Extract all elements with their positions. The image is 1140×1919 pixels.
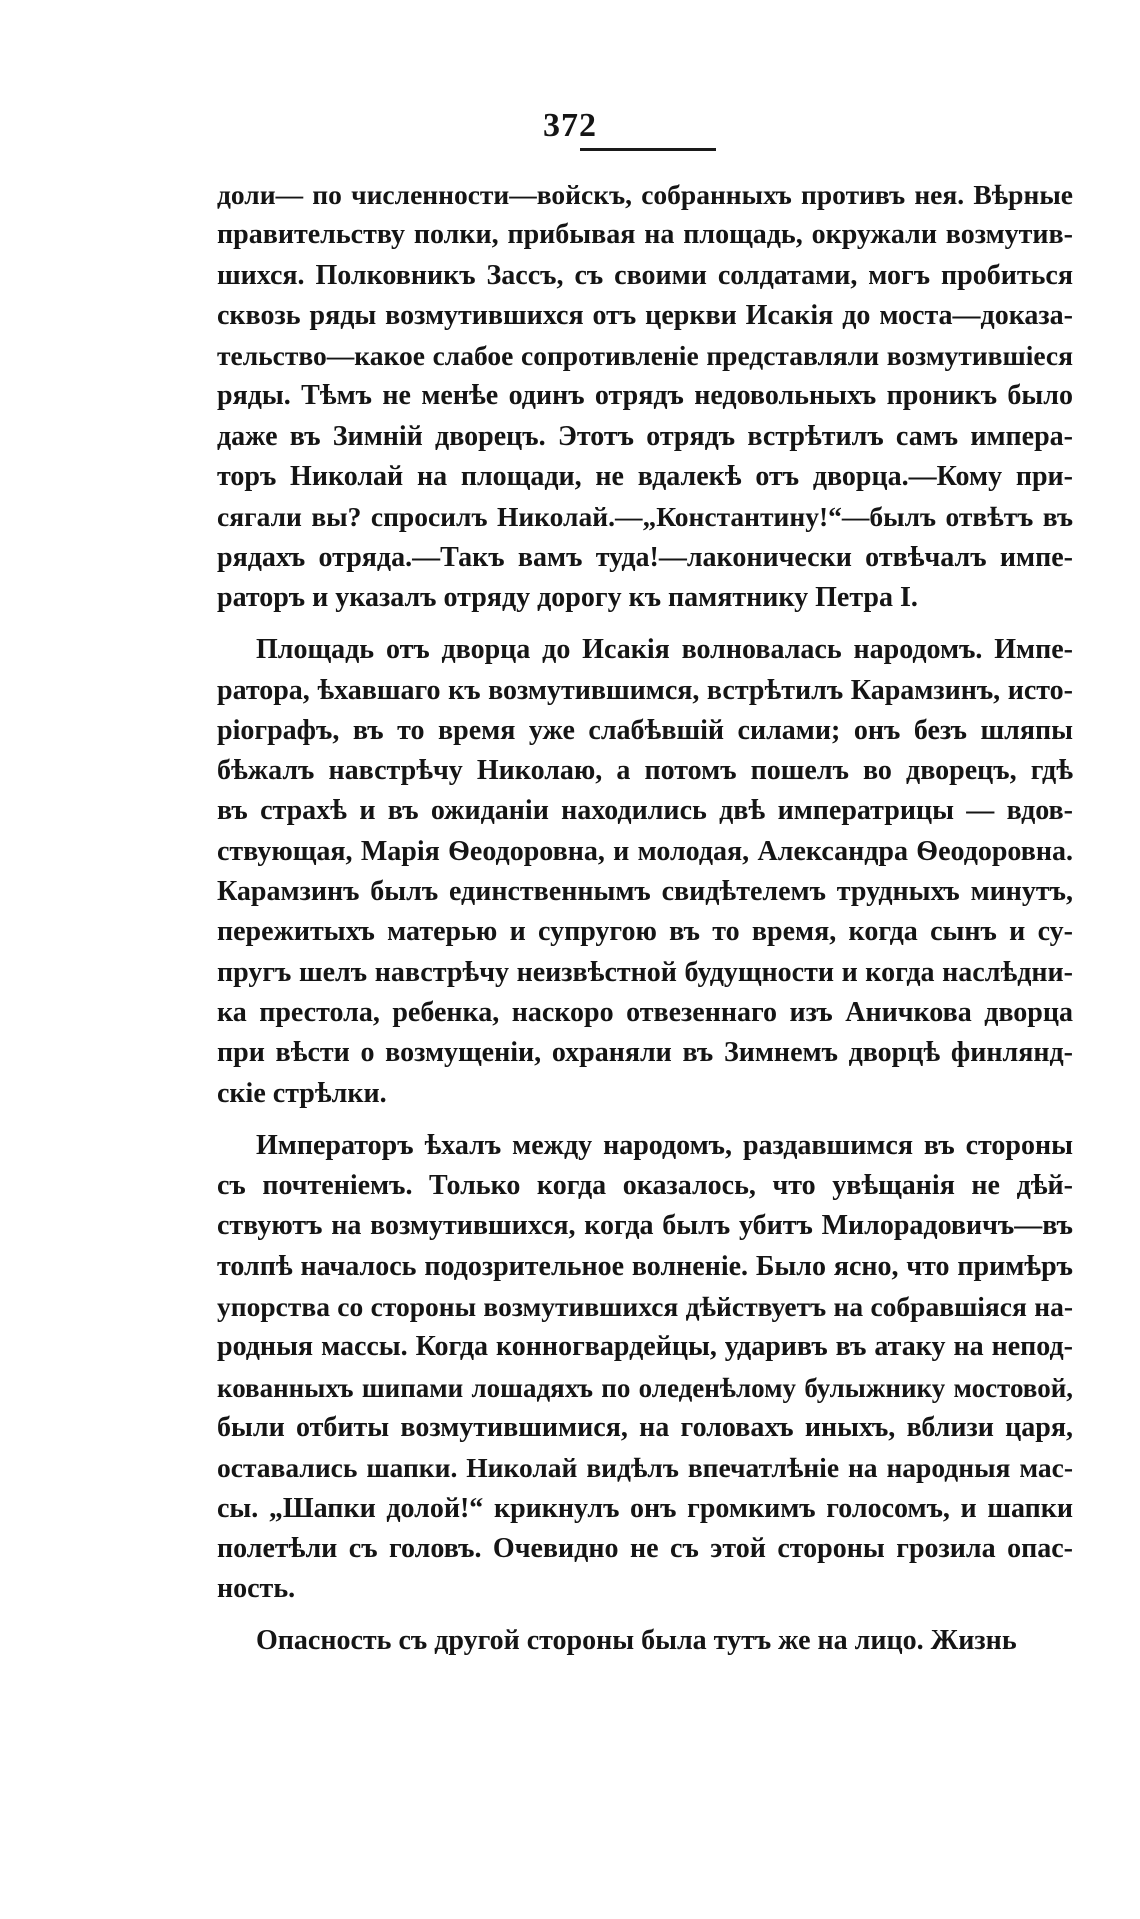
text-line: тельство—какое слабое сопротивленіе представляли возмутившіеся	[217, 340, 1073, 372]
text-line: полетѣли съ головъ. Очевидно не съ этой стороны грозила опас-	[217, 1532, 1073, 1564]
text-line: шихся. Полковникъ Зассъ, съ своими солдатами, могъ пробиться	[217, 259, 1073, 291]
text-line: Императоръ ѣхалъ между народомъ, раздавшимся въ стороны	[256, 1129, 1073, 1161]
paragraph	[217, 630, 1073, 1114]
text-line: были отбиты возмутившимися, на головахъ иныхъ, вблизи царя,	[217, 1411, 1073, 1443]
text-line: Карамзинъ былъ единственнымъ свидѣтелемъ трудныхъ минутъ,	[217, 876, 1073, 908]
text-line: съ почтеніемъ. Только когда оказалось, что увѣщанія не дѣй-	[217, 1170, 1073, 1202]
text-line: Опасность съ другой стороны была тутъ же на лицо. Жизнь	[256, 1625, 1017, 1657]
page-number-rule	[580, 148, 716, 151]
text-line: въ страхѣ и въ ожиданіи находились двѣ императрицы — вдов-	[217, 795, 1073, 827]
text-line: ріографъ, въ то время уже слабѣвшій силами; онъ безъ шляпы	[217, 714, 1073, 746]
text-line: ряды. Тѣмъ не менѣе одинъ отрядъ недовольныхъ проникъ было	[217, 380, 1073, 412]
text-line: ратора, ѣхавшаго къ возмутившимся, встрѣтилъ Карамзинъ, исто-	[217, 674, 1073, 706]
text-line: ка престола, ребенка, наскоро отвезеннаго изъ Аничкова дворца	[217, 996, 1073, 1028]
text-line: ность.	[217, 1573, 296, 1605]
text-line: пругъ шелъ навстрѣчу неизвѣстной будущности и когда наслѣдни-	[217, 956, 1073, 988]
text-line: сы. „Шапки долой!“ крикнулъ онъ громкимъ голосомъ, и шапки	[217, 1492, 1073, 1524]
text-line: правительству полки, прибывая на площадь, окружали возмутив-	[217, 219, 1073, 251]
text-line: торъ Николай на площади, не вдалекѣ отъ дворца.—Кому при-	[217, 461, 1073, 493]
text-line: раторъ и указалъ отряду дорогу къ памятнику Петра I.	[217, 581, 918, 613]
text-line: пережитыхъ матерью и супругою въ то время, когда сынъ и су-	[217, 916, 1073, 948]
text-line: родныя массы. Когда конногвардейцы, ударивъ въ атаку на непод-	[217, 1331, 1073, 1363]
text-line: упорства со стороны возмутившихся дѣйствуетъ на собравшіяся на-	[217, 1291, 1073, 1323]
paragraph-gap	[217, 618, 1073, 630]
text-line: ствуютъ на возмутившихся, когда былъ убитъ Милорадовичъ—въ	[217, 1210, 1073, 1242]
text-line: сягали вы? спросилъ Николай.—„Константину!“—былъ отвѣтъ въ	[217, 501, 1073, 533]
page-number: 372	[543, 107, 597, 144]
paragraph-gap	[217, 1609, 1073, 1621]
text-line: сквозь ряды возмутившихся отъ церкви Исакія до моста—доказа-	[217, 299, 1073, 331]
text-line: при вѣсти о возмущеніи, охраняли въ Зимнемъ дворцѣ финлянд-	[217, 1037, 1073, 1069]
text-line: даже въ Зимній дворецъ. Этотъ отрядъ встрѣтилъ самъ импера-	[217, 420, 1073, 452]
paragraph	[217, 1621, 1073, 1661]
text-line: скіе стрѣлки.	[217, 1077, 387, 1109]
text-line: кованныхъ шипами лошадяхъ по оледенѣлому булыжнику мостовой,	[217, 1372, 1073, 1403]
text-line: бѣжалъ навстрѣчу Николаю, а потомъ пошелъ во дворецъ, гдѣ	[217, 755, 1073, 787]
paragraph-gap	[217, 1114, 1073, 1126]
text-line: оставались шапки. Николай видѣлъ впечатлѣніе на народныя мас-	[217, 1452, 1073, 1484]
text-line: ствующая, Марія Ѳеодоровна, и молодая, Александра Ѳеодоровна.	[217, 835, 1073, 867]
text-line: рядахъ отряда.—Такъ вамъ туда!—лаконически отвѣчалъ импе-	[217, 541, 1073, 573]
paragraph	[217, 1126, 1073, 1610]
text-line: доли— по численности—войскъ, собранныхъ противъ нея. Вѣрные	[217, 179, 1073, 210]
text-line: толпѣ началось подозрительное волненіе. Было ясно, что примѣръ	[217, 1250, 1073, 1282]
text-line: Площадь отъ дворца до Исакія волновалась народомъ. Импе-	[256, 634, 1073, 666]
paragraph	[217, 175, 1073, 618]
body-text	[217, 175, 1073, 1662]
